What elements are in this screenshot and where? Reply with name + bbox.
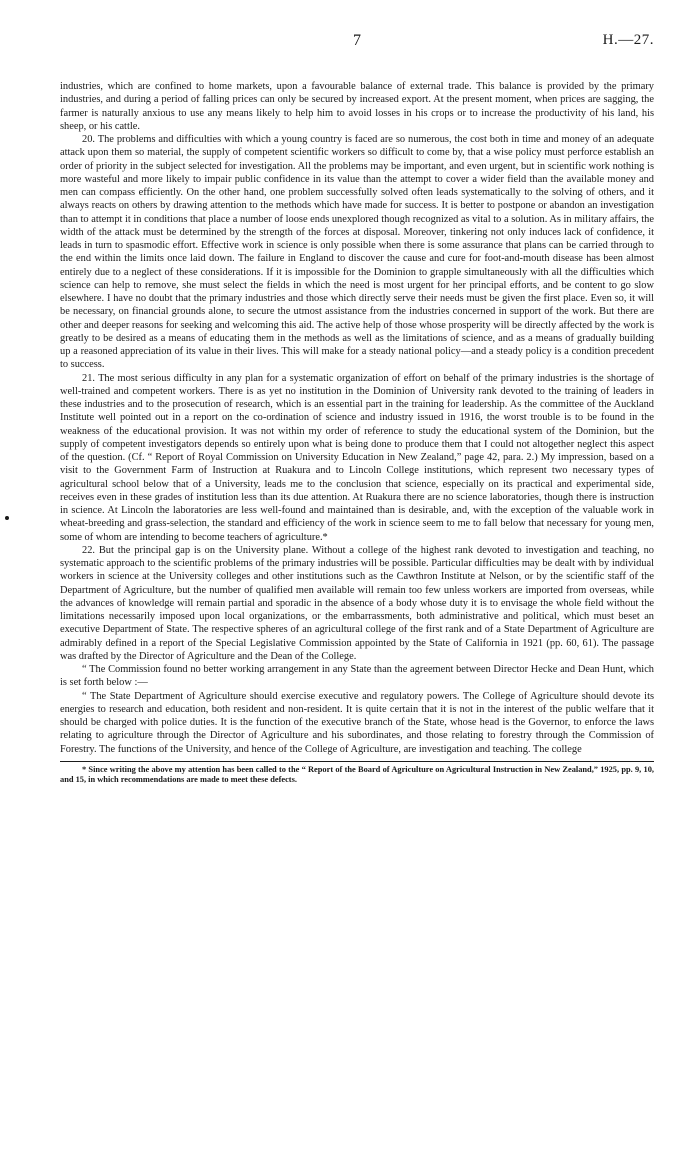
- document-reference: H.—27.: [602, 32, 654, 48]
- footnote: * Since writing the above my attention has been called to the “ Report of the Board of Agriculture on Agricultural Instruction in New Zealand,” 1925, pp. 9, 10, and 15, in which recommendations are made to meet these defects.: [60, 764, 654, 785]
- margin-dot-mark: [5, 516, 9, 520]
- paragraph-20: 20. The problems and difficulties with which a young country is faced are so numerous, the cost both in time and money of an adequate attack upon them so material, the supply of competent scientific workers so difficult to come by, that a wise policy must perforce establish an order of priority in the subject selected for investigation. All the problems may be important, and even urgent, but in scientific work nothing is more wasteful and more likely to impair public confidence in its value than the attempt to cover a wider field than the available money and men can compass efficiently. On the other hand, one problem successfully solved often leads systematically to the solving of others, and it always reacts on others by drawing attention to the methods which have made for success. It is better to postpone or abandon an investigation than to attempt it in conditions that place a number of loose ends unexplored though recognized as vital to a solution. As in military affairs, the width of the attack must be determined by the strength of the forces at disposal. Moreover, tinkering not only induces lack of confidence, it leads in turn to spasmodic effort. Effective work in science is only possible when there is some assurance that plans can be carried through to the end within the limits once laid down. The failure in England to discover the cause and cure for foot-and-mouth disease has been almost entirely due to a neglect of these considerations. If it is impossible for the Dominion to grapple simultaneously with all the difficulties which science can help to remove, she must select the fields in which the need is most urgent for her principal efforts, and be content to go slow elsewhere. I have no doubt that the primary industries and those which directly serve their needs must be given the first place. Even so, it will be necessary, on financial grounds alone, to secure the utmost assistance from the industries concerned in support of the work. But there are other and deeper reasons for seeking and welcoming this aid. The active help of those whose prosperity will be directly affected by the work is greatly to be desired as a means of educating them in the methods as well as the limitations of science, and as a means of gradually building up a reasoned appreciation of its value in their lives. This will make for a steady national policy—and a steady policy is a condition precedent to success.: [60, 134, 654, 371]
- page-number: 7: [353, 32, 361, 49]
- paragraph-continuation: industries, which are confined to home markets, upon a favourable balance of external trade. This balance is provided by the primary industries, and during a period of falling prices can only be secured by increased export. At the present moment, when prices are sagging, the farmer is naturally anxious to use any means likely to help him to avoid losses in his crops or to increase the productivity of his land, his sheep, or his cattle.: [60, 81, 654, 132]
- paragraph-21: 21. The most serious difficulty in any plan for a systematic organization of effort on behalf of the primary industries is the shortage of well-trained and competent workers. There is as yet no institution in the Dominion of University rank devoted to the training of leaders in these industries and to the prosecution of research, which is an essential part in the training for leadership. As the committee of the Auckland Institute well pointed out in a report on the co-ordination of science and industry issued in 1916, the worst trouble is to be found in the weakness of the educational provision. It was not within my order of reference to study the educational system of the Dominion, but the supply of competent investigators depends so entirely upon what is being done to produce them that I could not altogether neglect this aspect of the question. (Cf. “ Report of Royal Commission on University Education in New Zealand,” page 42, para. 2.) My impression, based on a visit to the Government Farm of Instruction at Ruakura and to Lincoln College institutions, which represent two necessary types of agricultural school below that of a University, leads me to the conclusion that science, especially on its practical and experimental side, receives even in these grades of institution less than its due attention. At Ruakura there are no science laboratories, though there is instruction in science. At Lincoln the laboratories are less well-found and maintained than is desirable, and, with the exception of the valuable work in wheat-breeding and grass-selection, the standard and efficiency of the work in science seem to me to fall below that necessary for young men, some of whom are intending to become teachers of agriculture.*: [60, 372, 654, 543]
- quote-body: “ The State Department of Agriculture should exercise executive and regulatory powers. The College of Agriculture should devote its energies to research and education, both resident and non-resident. It is quite certain that it is not in the interest of the public welfare that it should be charged with police duties. It is the function of the executive branch of the State, whose head is the Governor, to enforce the laws relating to agriculture through the Director of Agriculture and his subordinates, and those relating to forestry through the Commission of Forestry. The functions of the University, and hence of the College of Agriculture, are investigation and teaching. The college: [60, 690, 654, 755]
- page-header: [60, 0, 654, 80]
- footnote-divider: [60, 761, 654, 762]
- quote-intro: “ The Commission found no better working arrangement in any State than the agreement between Director Hecke and Dean Hunt, which is set forth below :—: [60, 664, 654, 689]
- body-text: [60, 80, 654, 756]
- document-page: [60, 0, 654, 1176]
- paragraph-22: 22. But the principal gap is on the University plane. Without a college of the highest rank devoted to investigation and teaching, no systematic approach to the scientific problems of the primary industries will be possible. Particular difficulties may be dealt with by individual workers in science at the University colleges and other institutions such as the Cawthron Institute at Nelson, or by the scientific staff of the Department of Agriculture, but the number of qualified men available will remain too few unless workers are imported from overseas, while the advances of knowledge will remain partial and sporadic in the absence of a body whose duty it is to envisage the whole field without the limitations necessarily imposed upon local organizations, or the embarrassments, both administrative and political, which must beset an executive Department of State. The respective spheres of an agricultural college of the first rank and of a State Department of Agriculture are admirably defined in a report of the Special Legislative Commission appointed by the State of California in 1921 (pp. 60, 61). The passage was drafted by the Director of Agriculture and the Dean of the College.: [60, 544, 654, 662]
